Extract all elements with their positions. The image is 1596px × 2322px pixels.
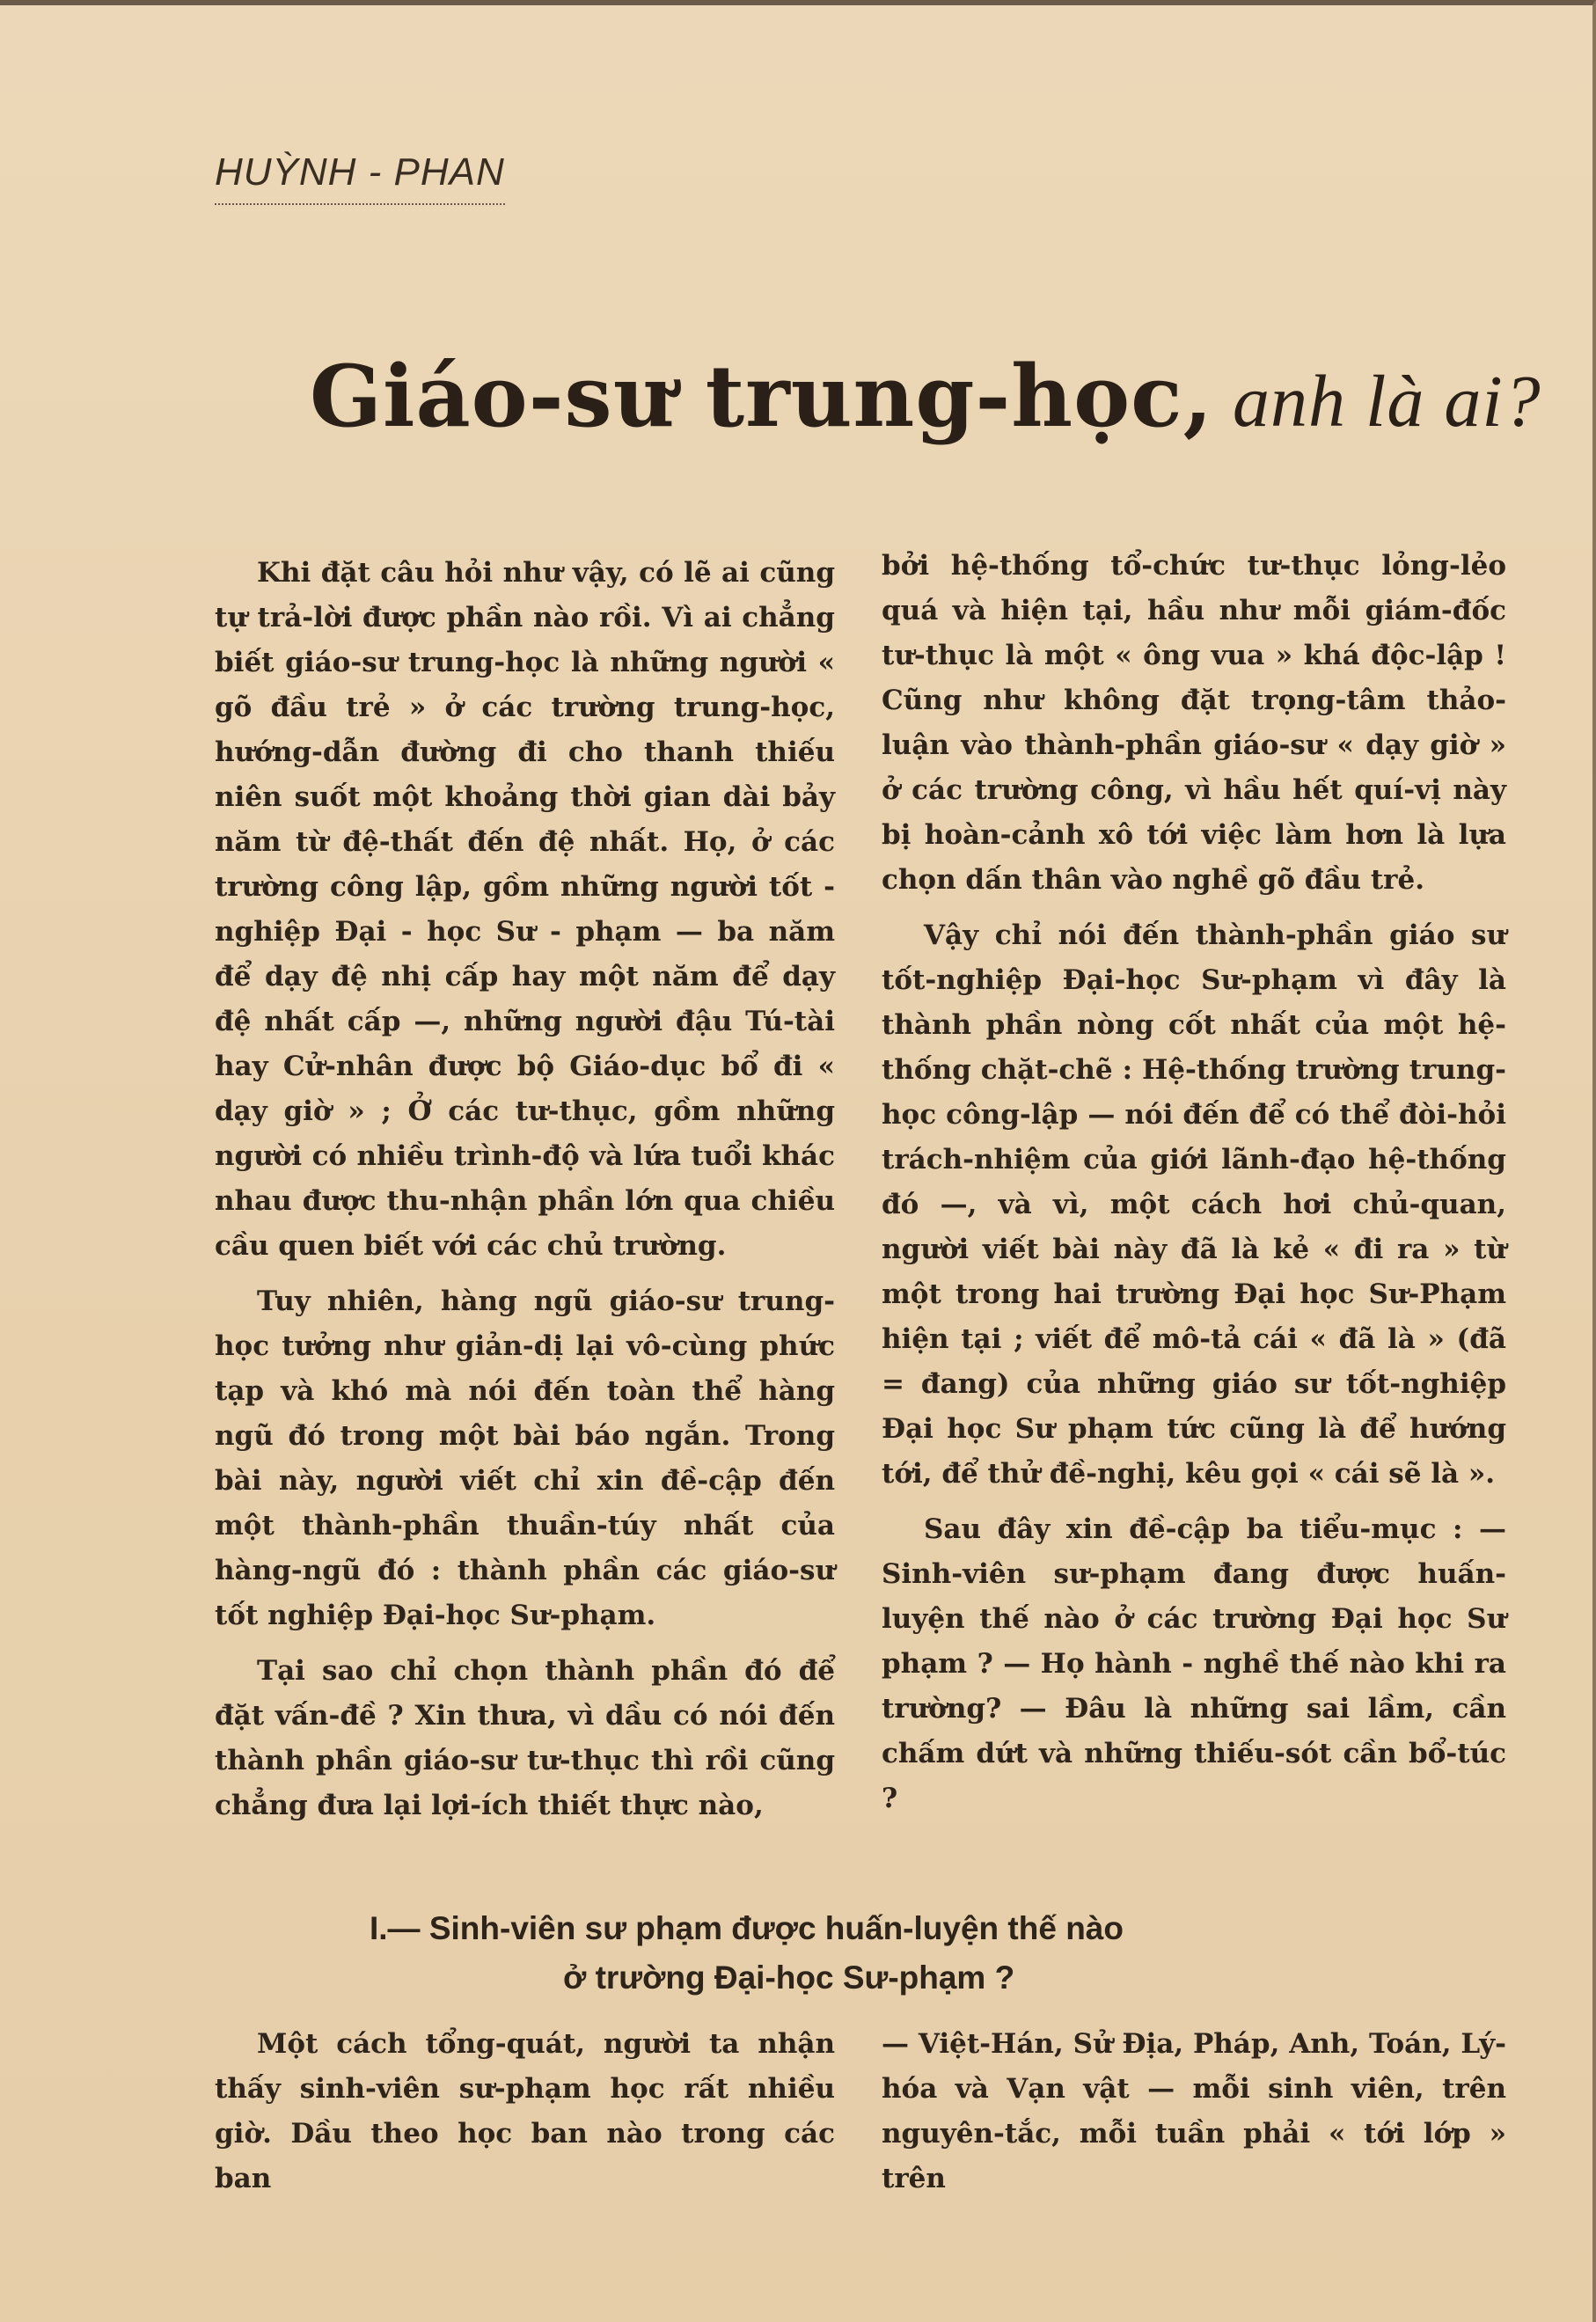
title-italic: anh là ai? — [1232, 361, 1541, 443]
author-name: HUỲNH - PHAN — [215, 150, 505, 205]
section-heading-line1: I.— Sinh-viên sư phạm được huấn-luyện thế nào — [370, 1910, 1124, 1946]
title-main: Giáo-sư trung-học, — [310, 347, 1213, 446]
paragraph: Vậy chỉ nói đến thành-phần giáo sư tốt-nghiệp Đại-học Sư-phạm vì đây là thành phần nòng cốt nhất của một hệ-thống chặt-chẽ : Hệ-thống trường trung-học công-lập — nói đến để có thể đòi-hỏi trách-nhiệm của giới lãnh-đạo hệ-thống đó —, và vì, một cách hơi chủ-quan, người viết bài này đã là kẻ « đi ra » từ một trong hai trường Đại học Sư-Phạm hiện tại ; viết để mô-tả cái « đã là » (đã = đang) của những giáo sư tốt-nghiệp Đại học Sư phạm tức cũng là để hướng tới, để thử đề-nghị, kêu gọi « cái sẽ là ». — [882, 919, 1506, 1490]
left-column — [215, 551, 835, 1839]
bottom-right-column — [882, 2022, 1506, 2212]
paragraph: Một cách tổng-quát, người ta nhận thấy sinh-viên sư-phạm học rất nhiều giờ. Dầu theo học ban nào trong các ban — [215, 2028, 835, 2194]
paragraph: — Việt-Hán, Sử Địa, Pháp, Anh, Toán, Lý-hóa và Vạn vật — mỗi sinh viên, trên nguyên-tắc, mỗi tuần phải « tới lớp » trên — [882, 2028, 1506, 2194]
bottom-left-column — [215, 2022, 835, 2212]
paragraph: Sau đây xin đề-cập ba tiểu-mục : — Sinh-viên sư-phạm đang được huấn-luyện thế nào ở các trường Đại học Sư phạm ? — Họ hành - nghề thế nào khi ra trường? — Đâu là những sai lầm, cần chấm dứt và những thiếu-sót cần bổ-túc ? — [882, 1513, 1506, 1814]
paragraph: Tuy nhiên, hàng ngũ giáo-sư trung-học tưởng như giản-dị lại vô-cùng phức tạp và khó mà nói đến toàn thể hàng ngũ đó trong một bài báo ngắn. Trong bài này, người viết chỉ xin đề-cập đến một thành-phần thuần-túy nhất của hàng-ngũ đó : thành phần các giáo-sư tốt nghiệp Đại-học Sư-phạm. — [215, 1286, 835, 1631]
paragraph: Tại sao chỉ chọn thành phần đó để đặt vấn-đề ? Xin thưa, vì dầu có nói đến thành phần giáo-sư tư-thục thì rồi cũng chẳng đưa lại lợi-ích thiết thực nào, — [215, 1655, 835, 1821]
article-title — [310, 347, 1541, 446]
section-heading-line2: ở trường Đại-học Sư-phạm ? — [563, 1959, 1015, 1996]
section-heading — [370, 1904, 1425, 2003]
paragraph: bởi hệ-thống tổ-chức tư-thục lỏng-lẻo quá và hiện tại, hầu như mỗi giám-đốc tư-thục là một « ông vua » khá độc-lập ! Cũng như không đặt trọng-tâm thảo-luận vào thành-phần giáo-sư « dạy giờ » ở các trường công, vì hầu hết quí-vị này bị hoàn-cảnh xô tới việc làm hơn là lựa chọn dấn thân vào nghề gõ đầu trẻ. — [882, 550, 1506, 896]
right-column — [882, 544, 1506, 1832]
paragraph: Khi đặt câu hỏi như vậy, có lẽ ai cũng tự trả-lời được phần nào rồi. Vì ai chẳng biết giáo-sư trung-học là những người « gõ đầu trẻ » ở các trường trung-học, hướng-dẫn đường đi cho thanh thiếu niên suốt một khoảng thời gian dài bảy năm từ đệ-thất đến đệ nhất. Họ, ở các trường công lập, gồm những người tốt - nghiệp Đại - học Sư - phạm — ba năm để dạy đệ nhị cấp hay một năm để dạy đệ nhất cấp —, những người đậu Tú-tài hay Cử-nhân được bộ Giáo-dục bổ đi « dạy giờ » ; Ở các tư-thục, gồm những người có nhiều trình-độ và lứa tuổi khác nhau được thu-nhận phần lớn qua chiều cầu quen biết với các chủ trường. — [215, 557, 835, 1262]
